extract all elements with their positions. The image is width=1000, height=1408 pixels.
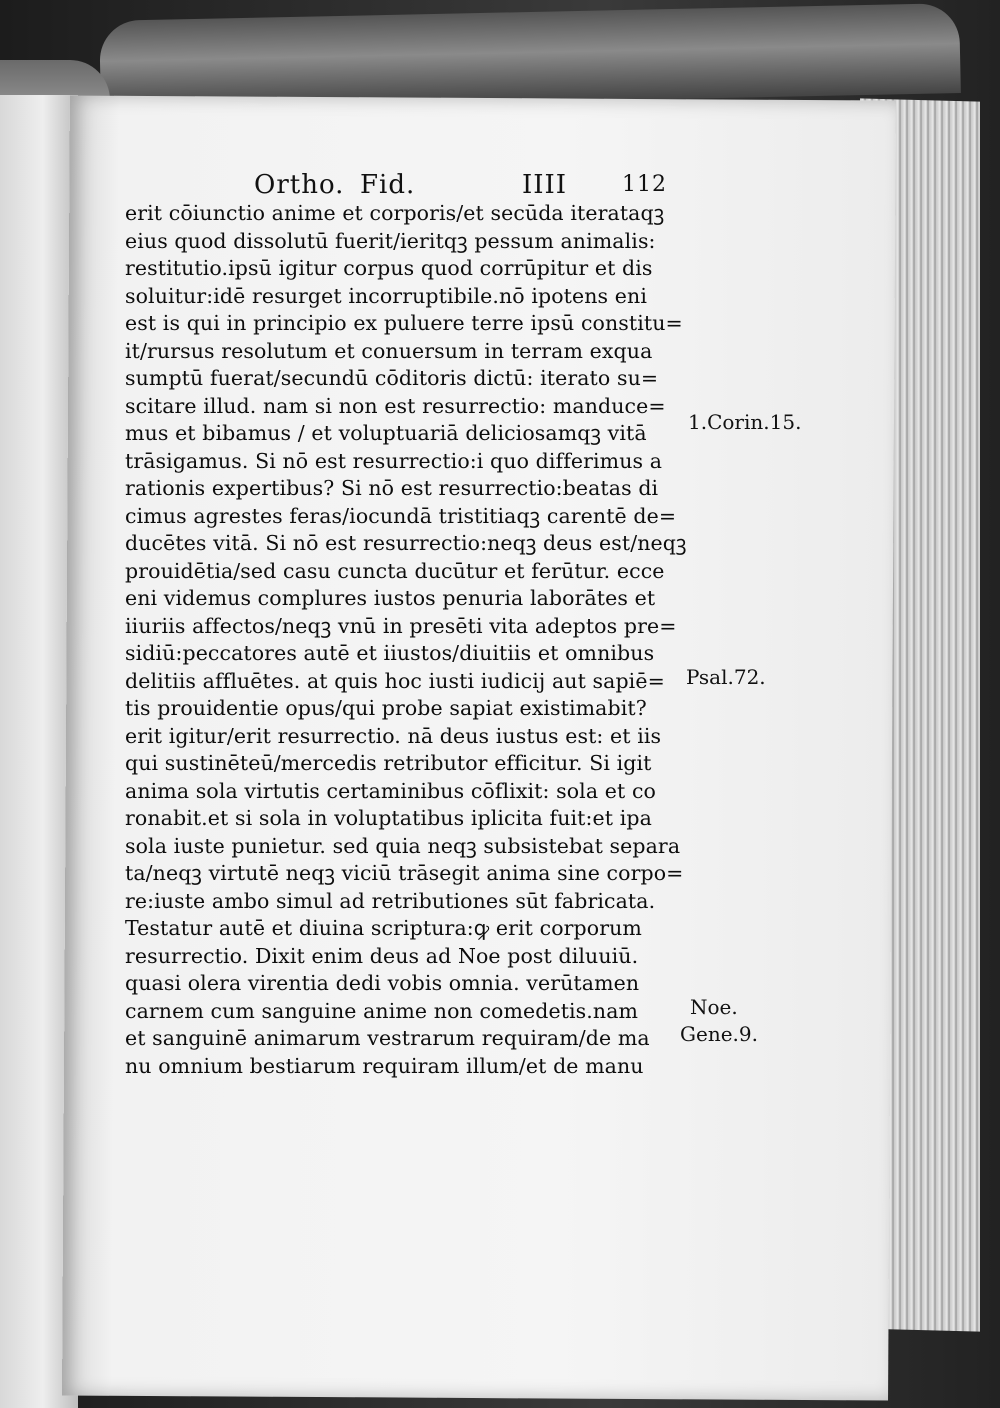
text-line: erit cōiunctio anime et corporis/et secūda iterataqꝫ	[125, 201, 665, 225]
text-line: eni videmus complures iustos penuria laborātes et	[125, 586, 656, 610]
header-left: Ortho.	[254, 170, 345, 200]
header-right: IIII	[522, 170, 568, 200]
marginal-note-noe: Noe.	[690, 995, 738, 1019]
text-line: it/rursus resolutum et conuersum in terram exqua	[125, 338, 653, 363]
book-top-edge	[99, 3, 961, 111]
text-line: et sanguinē animarum vestrarum requiram/de ma	[125, 1026, 650, 1050]
text-line: sidiū:peccatores autē et iiustos/diuitiis et omnibus	[125, 641, 655, 665]
text-line: carnem cum sanguine anime non comedetis.nam	[125, 998, 639, 1023]
text-line: restitutio.ipsū igitur corpus quod corrūpitur et dis	[125, 256, 653, 280]
marginal-note-genesis: Gene.9.	[680, 1022, 758, 1046]
text-line: re:iuste ambo simul ad retributiones sūt fabricata.	[125, 888, 656, 913]
marginal-note-psalm: Psal.72.	[686, 665, 766, 689]
text-line: est is qui in principio ex puluere terre ipsū constitu=	[125, 311, 683, 335]
text-line: eius quod dissolutū fuerit/ieritqꝫ pessum animalis:	[125, 228, 656, 253]
text-line: sumptū fuerat/secundū cōditoris dictū: iterato su=	[125, 366, 659, 390]
text-line: ta/neqꝫ virtutē neqꝫ viciū trāsegit anima sine corpo=	[125, 861, 684, 885]
text-line: prouidētia/sed casu cuncta ducūtur et ferūtur. ecce	[125, 558, 665, 583]
text-line: trāsigamus. Si nō est resurrectio:i quo differimus a	[125, 448, 663, 473]
text-line: mus et bibamus / et voluptuariā deliciosamqꝫ vitā	[125, 421, 647, 445]
text-line: delitiis affluētes. at quis hoc iusti iudicij aut sapiē=	[125, 668, 665, 693]
marginal-note-corinthians: 1.Corin.15.	[688, 410, 802, 434]
text-line: sola iuste punietur. sed quia neqꝫ subsistebat separa	[125, 833, 681, 858]
text-line: soluitur:idē resurget incorruptibile.nō ipotens eni	[125, 283, 647, 308]
text-line: qui sustinēteū/mercedis retributor efficitur. Si igit	[125, 751, 652, 775]
text-line: resurrectio. Dixit enim deus ad Noe post diluuiū.	[125, 943, 639, 968]
text-line: Testatur autē et diuina scriptura:ꝙ erit corporum	[125, 916, 642, 940]
text-line: nu omnium bestiarum requiram illum/et de manu	[125, 1053, 644, 1078]
folio-number: 112	[622, 172, 667, 197]
text-line: tis prouidentie opus/qui probe sapiat existimabit?	[125, 696, 647, 720]
text-line: cimus agrestes feras/iocundā tristitiaqꝫ carentē de=	[125, 503, 677, 528]
text-line: ronabit.et si sola in voluptatibus iplicita fuit:et ipa	[125, 806, 652, 830]
text-line: ducētes vitā. Si nō est resurrectio:neqꝫ deus est/neqꝫ	[125, 531, 687, 555]
text-line: scitare illud. nam si non est resurrectio: manduce=	[125, 393, 666, 418]
text-line: iiuriis affectos/neqꝫ vnū in presēti vita adeptos pre=	[125, 613, 677, 638]
text-line: erit igitur/erit resurrectio. nā deus iustus est: et iis	[125, 723, 662, 748]
text-line: quasi olera virentia dedi vobis omnia. verūtamen	[125, 971, 640, 995]
text-line: anima sola virtutis certaminibus cōflixit: sola et co	[125, 778, 656, 803]
header-middle: Fid.	[360, 170, 416, 200]
text-line: rationis expertibus? Si nō est resurrectio:beatas di	[125, 476, 659, 500]
